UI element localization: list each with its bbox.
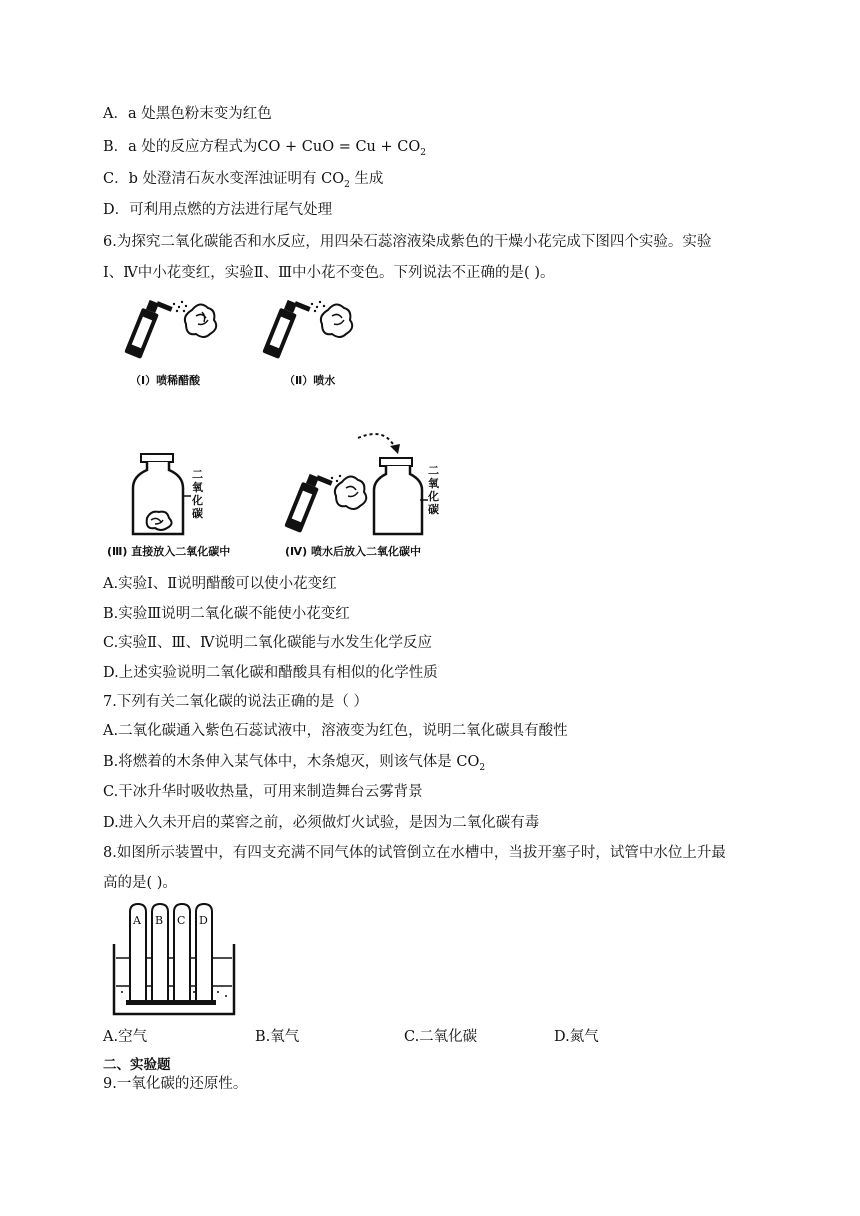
q5-option-c-text: C．b 处澄清石灰水变浑浊证明有 CO — [103, 171, 345, 187]
q5-option-b-text: B．a 处的反应方程式为 — [103, 139, 258, 155]
q8-option-b: B.氧气 — [255, 1029, 300, 1045]
q5-option-d: D．可利用点燃的方法进行尾气处理 — [103, 202, 333, 218]
spray-and-jar-figure-4 — [284, 428, 434, 540]
tube-label-a: A — [133, 914, 141, 927]
section-title: 二、实验题 — [103, 1057, 171, 1073]
co2-jar-label-4: 二氧化碳 — [428, 464, 439, 516]
tube-label-c: C — [177, 914, 186, 927]
figure-4-caption: (Ⅳ) 喷水后放入二氧化碳中 — [285, 545, 421, 558]
q8-option-d: D.氮气 — [554, 1029, 599, 1045]
q7-option-b — [103, 752, 485, 778]
q6-option-b: B.实验Ⅲ说明二氧化碳不能使小花变红 — [103, 606, 350, 622]
q8-option-c: C.二氧化碳 — [404, 1029, 478, 1045]
q6-stem-line2: Ⅰ、Ⅳ中小花变红，实验Ⅱ、Ⅲ中小花不变色。下列说法不正确的是( )。 — [103, 265, 555, 281]
q5-option-c — [103, 169, 383, 195]
q7-option-b-text: B.将燃着的木条伸入某气体中，木条熄灭，则该气体是 CO — [103, 754, 480, 770]
subscript: 2 — [479, 762, 486, 773]
q6-option-a: A.实验Ⅰ、Ⅱ说明醋酸可以使小花变红 — [103, 576, 337, 592]
subscript: 2 — [344, 179, 350, 190]
figure-3-caption: (Ⅲ) 直接放入二氧化碳中 — [107, 545, 231, 558]
q8-stem-line1: 8.如图所示装置中，有四支充满不同气体的试管倒立在水槽中，当拔开塞子时，试管中水位上升最 — [103, 845, 726, 861]
figure-2-caption: （Ⅱ）喷水 — [284, 374, 336, 387]
tube-label-b: B — [155, 914, 164, 927]
q9-stem: 9.一氧化碳的还原性。 — [103, 1076, 248, 1092]
water-trough-test-tubes-figure — [110, 900, 240, 1018]
q6-stem-line1: 6.为探究二氧化碳能否和水反应，用四朵石蕊溶液染成紫色的干燥小花完成下图四个实验。实验 — [103, 234, 712, 250]
q7-option-d: D.进入久未开启的菜窖之前，必须做灯火试验，是因为二氧化碳有毒 — [103, 815, 540, 831]
q6-option-c: C.实验Ⅱ、Ⅲ、Ⅳ说明二氧化碳能与水发生化学反应 — [103, 635, 433, 651]
q5-equation: CO + CuO = Cu + CO — [257, 139, 421, 155]
q7-option-c: C.干冰升华时吸收热量，可用来制造舞台云雾背景 — [103, 784, 423, 800]
spray-bottle-figure-1 — [124, 290, 224, 365]
q5-option-a: A．a 处黑色粉末变为红色 — [103, 106, 272, 122]
co2-jar-label-3: 二氧化碳 — [192, 468, 203, 520]
q5-option-b — [103, 137, 426, 163]
figure-1-caption: （Ⅰ）喷稀醋酸 — [130, 374, 201, 387]
q8-stem-line2: 高的是( )。 — [103, 875, 177, 891]
q7-option-a: A.二氧化碳通入紫色石蕊试液中，溶液变为红色，说明二氧化碳具有酸性 — [103, 723, 568, 739]
spray-bottle-figure-2 — [262, 290, 362, 365]
q6-option-d: D.上述实验说明二氧化碳和醋酸具有相似的化学性质 — [103, 665, 438, 681]
q7-stem: 7.下列有关二氧化碳的说法正确的是（ ） — [103, 694, 368, 710]
q5-option-c-tail: 生成 — [349, 171, 384, 187]
tube-label-d: D — [199, 914, 208, 927]
q8-option-a: A.空气 — [103, 1029, 148, 1045]
subscript: 2 — [420, 147, 426, 158]
